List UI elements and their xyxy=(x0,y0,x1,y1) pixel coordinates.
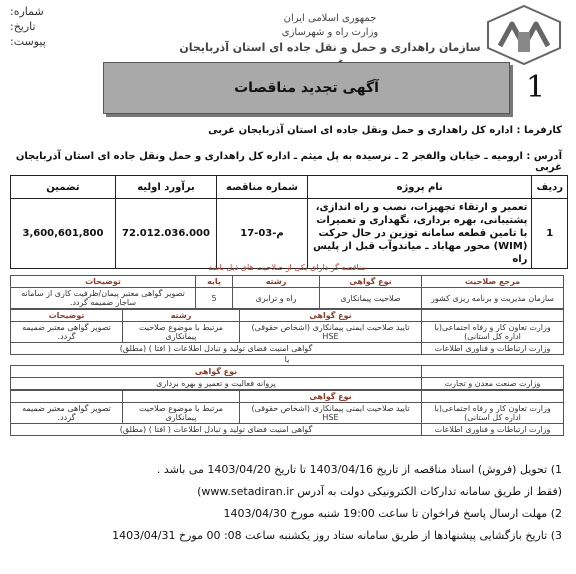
qual-group2-head2 xyxy=(11,391,564,403)
qual-header-row xyxy=(11,276,564,288)
qual-type: صلاحیت پیمانکاری xyxy=(320,288,422,309)
tender-table-header xyxy=(11,176,568,199)
header-line3: سازمان راهداری و حمل و نقل جاده ای استان آذربایجان xyxy=(179,41,481,54)
notice-title: آگهی تجدید مناقصات xyxy=(103,62,510,114)
qual-g2-blank4 xyxy=(11,391,123,403)
list-item: 1) تحویل (فروش) اسناد مناقصه از تاریخ 1403/04/16 تا تاریخ 1403/04/20 می باشد . xyxy=(156,463,562,476)
qual-row xyxy=(11,343,564,355)
qual-field: مرتبط با موضوع صلاحیت پیمانکاری xyxy=(123,403,240,424)
qual-h-grade: پایه xyxy=(196,276,233,288)
qual-g2-blank xyxy=(422,366,564,378)
qual-ref: وزارت صنعت معدن و تجارت xyxy=(422,378,564,390)
cell-tender-no: 17-م-03 xyxy=(217,199,308,269)
employer-line: کارفرما : اداره کل راهداری و حمل ونقل جاده ای استان آذربایجان غربی xyxy=(208,125,562,136)
qual-row xyxy=(11,378,564,390)
qual-type: گواهی امنیت فضای تولید و تبادل اطلاعات ( افتا ) (مطلق) xyxy=(11,343,422,355)
cell-guarantee: 3,600,601,800 xyxy=(11,199,116,269)
qual-h-field: رشته xyxy=(233,276,320,288)
header-meta xyxy=(10,4,160,49)
qual-ref: وزارت تعاون کار و رفاه اجتماعی(با اداره کل استانی) xyxy=(422,322,564,343)
cell-estimate: 72.012.036.000 xyxy=(116,199,217,269)
qual-desc: تصویر گواهی معتبر ضمیمه گردد. xyxy=(11,403,123,424)
number-label: شماره: xyxy=(10,5,44,18)
attachment-label: پیوست: xyxy=(10,35,46,48)
qualifications-caption: مناقصه گر دارای یکی از صلاحیت های ذیل باشد xyxy=(208,263,366,272)
qual-desc: تصویر گواهی معتبر پیمان/ظرفیت کاری از سامانه ساجار ضمیمه گردد. xyxy=(11,288,196,309)
qual-g2-blank2 xyxy=(422,391,564,403)
cell-row-no: 1 xyxy=(532,199,568,269)
list-item: 3) تاریخ بازگشایی پیشنهادها از طریق سامانه ستاد روز یکشنبه ساعت 08: 00 مورخ 1403/04/31 xyxy=(112,529,562,542)
qual-field: مرتبط با موضوع صلاحیت پیمانکاری xyxy=(123,322,240,343)
header-line1: جمهوری اسلامی ایران xyxy=(283,13,377,24)
header-tender-no: شماره مناقصه xyxy=(217,176,308,199)
qual-row xyxy=(11,322,564,343)
address-line: آدرس : ارومیه ـ خیابان والفجر 2 ـ نرسیده به پل میثم ـ اداره کل راهداری و حمل ونقل جاده ای استان آذربایجان غربی xyxy=(15,151,562,173)
qual-type: گواهی امنیت فضای تولید و تبادل اطلاعات ( افتا ) (مطلق) xyxy=(11,424,422,436)
header-row-no: ردیف xyxy=(532,176,568,199)
qual-separator: یا xyxy=(284,355,290,364)
header-estimate: برآورد اولیه xyxy=(116,176,217,199)
qual-g2-type-head2: نوع گواهی xyxy=(240,391,422,403)
qual-ref: وزارت تعاون کار و رفاه اجتماعی(با اداره کل استانی) xyxy=(422,403,564,424)
tender-table xyxy=(10,175,568,269)
date-label: تاریخ: xyxy=(10,20,36,33)
qual-ref: وزارت ارتباطات و فناوری اطلاعات xyxy=(422,343,564,355)
qual-g2-blank3 xyxy=(123,391,240,403)
qual-type: تایید صلاحیت ایمنی پیمانکاری (اشخاص حقوقی) HSE xyxy=(240,322,422,343)
qual-desc: تصویر گواهی معتبر ضمیمه گردد. xyxy=(11,322,123,343)
qual-sub-field: رشته xyxy=(123,310,240,322)
qual-ref: سازمان مدیریت و برنامه ریزی کشور xyxy=(422,288,564,309)
qual-sub-blank xyxy=(422,310,564,322)
list-item: 2) مهلت ارسال پاسخ فراخوان تا ساعت 19:00 شنبه مورخ 1403/04/30 xyxy=(223,507,562,520)
qual-h-type: نوع گواهی xyxy=(320,276,422,288)
qual-row xyxy=(11,403,564,424)
cell-project: تعمیر و ارتقاء تجهیزات، نصب و راه اندازی، پشتیبانی، بهره برداری، نگهداری و تعمیرات با تامین قطعه سامانه توزین در حال حرکت (WIM) محور مهاباد ـ میاندوآب قبل از پلیس راه xyxy=(308,199,532,269)
qual-sub-type: نوع گواهی xyxy=(240,310,422,322)
qual-ref: وزارت ارتباطات و فناوری اطلاعات xyxy=(422,424,564,436)
qual-subheader-row xyxy=(11,310,564,322)
qual-row xyxy=(11,424,564,436)
qualifications-table-4 xyxy=(10,390,564,436)
qual-sub-desc: توضیحات xyxy=(11,310,123,322)
organization-logo-icon xyxy=(482,2,566,68)
table-row xyxy=(11,199,568,269)
header-project: نام پروژه xyxy=(308,176,532,199)
qual-field: راه و ترابری xyxy=(233,288,320,309)
qualifications-section xyxy=(10,263,564,436)
schedule-list xyxy=(2,459,562,547)
qual-type: پروانه فعالیت و تعمیر و بهره برداری xyxy=(11,378,422,390)
header-guarantee: تضمین xyxy=(11,176,116,199)
qual-h-ref: مرجع صلاحیت xyxy=(422,276,564,288)
qual-g2-type-head: نوع گواهی xyxy=(11,366,422,378)
qual-group2-head xyxy=(11,366,564,378)
qual-row xyxy=(11,288,564,309)
qualifications-table xyxy=(10,275,564,309)
qualifications-table-2 xyxy=(10,309,564,355)
page-number: 1 xyxy=(526,70,546,105)
qual-type: تایید صلاحیت ایمنی پیمانکاری (اشخاص حقوقی) HSE xyxy=(240,403,422,424)
qual-h-desc: توضیحات xyxy=(11,276,196,288)
header-line2: وزارت راه و شهرسازی xyxy=(281,27,379,38)
qualifications-table-3 xyxy=(10,365,564,390)
list-item: (فقط از طریق سامانه تدارکات الکترونیکی دولت به آدرس www.setadiran.ir) xyxy=(197,485,562,498)
qual-grade: 5 xyxy=(196,288,233,309)
